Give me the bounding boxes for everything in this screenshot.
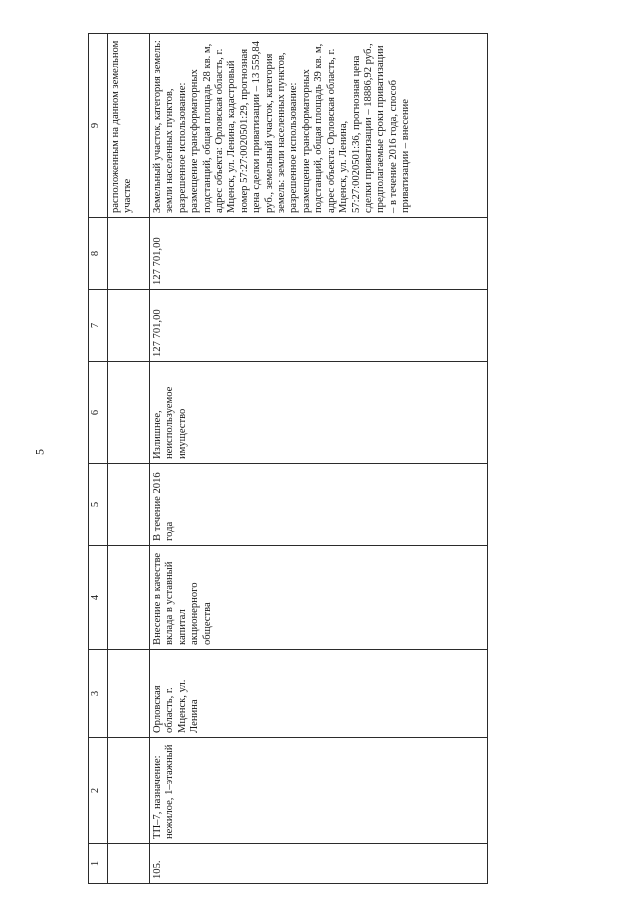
land-plot-description: Земельный участок, категория земель: земли населенных пунктов, разрешенное использование: размещение трансформаторных подстанций, общая площадь 28 кв. м, адрес объекта: Орловская область, г. Мценск, ул. Ленина, кадастровый номер 57:27:0020501:29, прогнозная цена сделки приватизации – 13 559,84 руб., земельный участок, категория земель: земли населенных пунктов, разрешенное использование: размещение трансформаторных подстанций, общая площадь 39 кв. м, адрес объекта: Орловская область, г. Мценск, ул. Ленина, 57:27:0020501:36, прогнозная цена сделки приватизации – 18886,92 руб., предполагаемые сроки приватизации – в течение 2016 года, способ приватизации – внесение [150, 34, 488, 218]
continuation-text: расположенным на данном земельном участке [108, 34, 150, 218]
object-name: ТП–7, назначение: нежилое, 1–этажный [150, 738, 488, 844]
object-address: Орловская область, г. Мценск, ул. Ленина [150, 650, 488, 738]
column-number-3: 3 [89, 650, 108, 738]
column-number-6: 6 [89, 362, 108, 464]
privatization-table [88, 33, 488, 884]
row-number: 105. [150, 844, 488, 884]
page-number: 5 [32, 449, 47, 455]
privatization-term: В течение 2016 года [150, 464, 488, 546]
column-number-2: 2 [89, 738, 108, 844]
column-number-4: 4 [89, 546, 108, 650]
column-number-1: 1 [89, 844, 108, 884]
price-column-7: 127 701,00 [150, 290, 488, 362]
column-number-header-row [89, 34, 108, 884]
column-number-9: 9 [89, 34, 108, 218]
privatization-table-region [88, 34, 486, 884]
column-number-5: 5 [89, 464, 108, 546]
privatization-reason: Излишнее, неиспользуемое имущество [150, 362, 488, 464]
privatization-method: Внесение в качестве вклада в уставный капитал акционерного общества [150, 546, 488, 650]
column-number-7: 7 [89, 290, 108, 362]
continuation-row [108, 34, 150, 884]
column-number-8: 8 [89, 218, 108, 290]
table-row [150, 34, 488, 884]
price-column-8: 127 701,00 [150, 218, 488, 290]
